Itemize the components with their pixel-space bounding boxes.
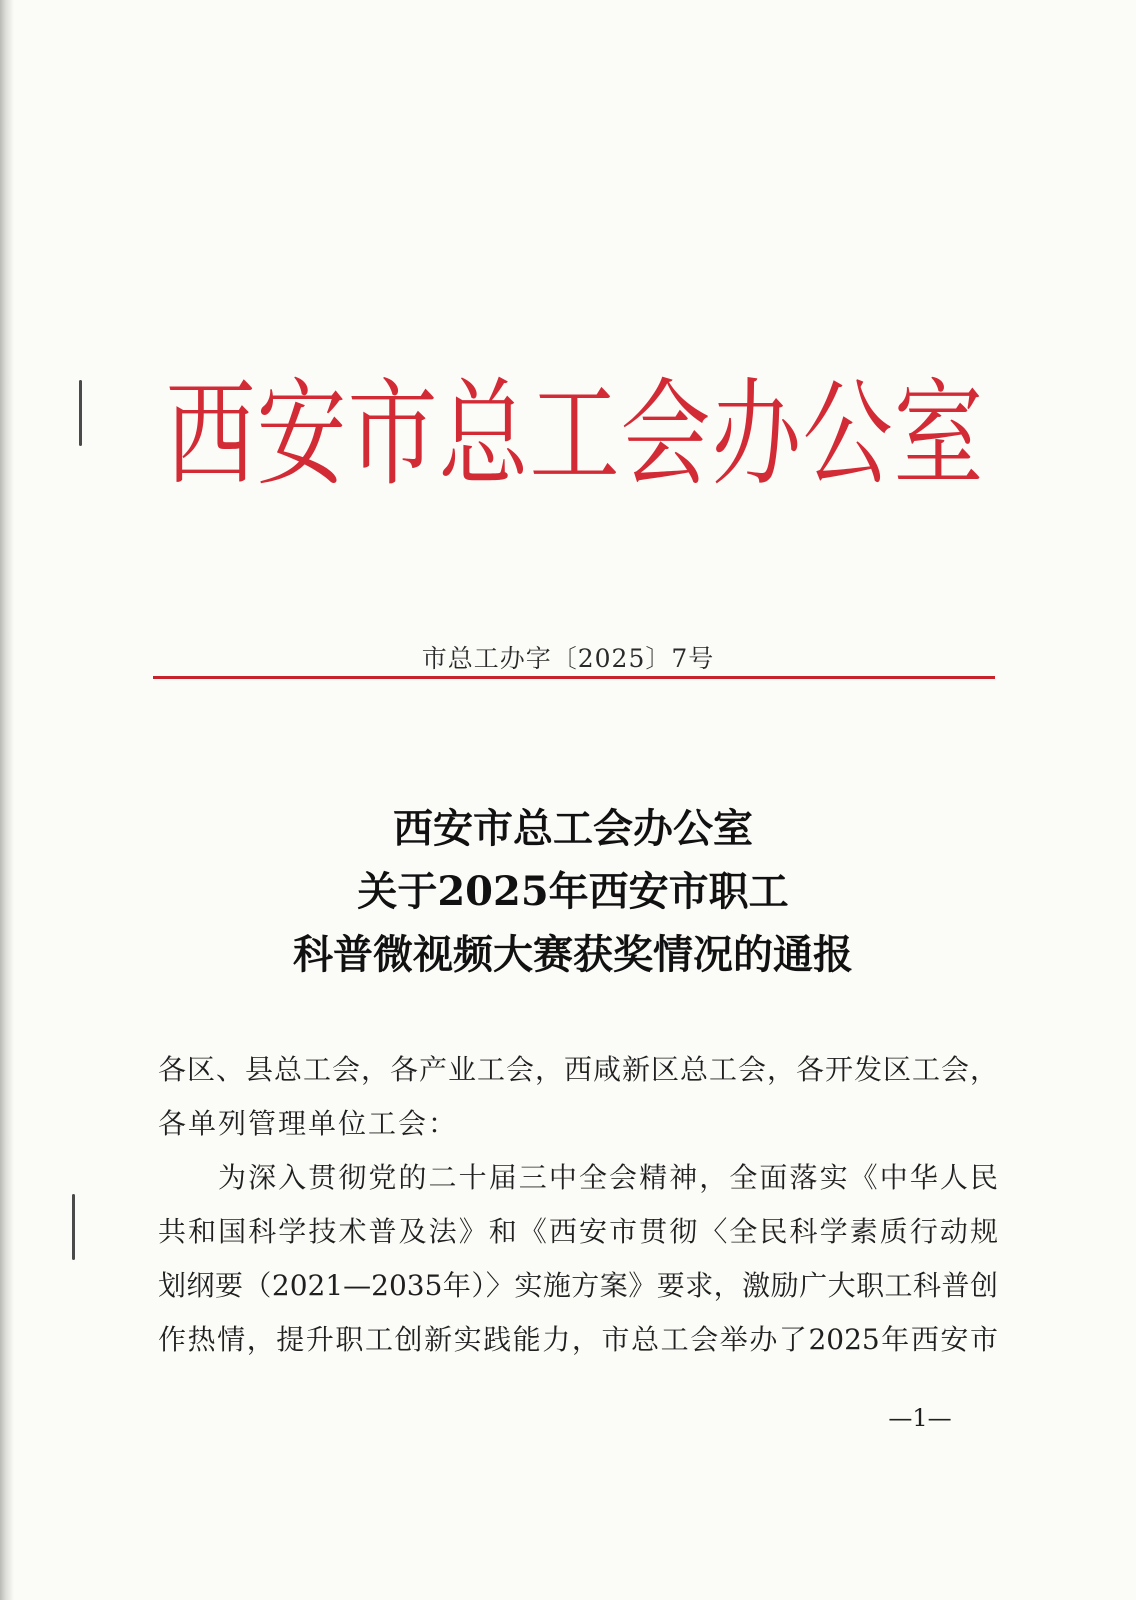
title-line-1: 西安市总工会办公室 [393, 805, 753, 852]
paragraph-line-2: 共和国科学技术普及法》和《西安市贯彻〈全民科学素质行动规 [158, 1215, 998, 1248]
letterhead [0, 367, 1136, 503]
paragraph-line-3: 划纲要（2021—2035年）〉实施方案》要求，激励广大职工科普创 [158, 1269, 998, 1302]
page-number: —1— [888, 1404, 952, 1432]
paragraph-line-4: 作热情，提升职工创新实践能力，市总工会举办了2025年西安市 [158, 1323, 998, 1356]
addressee-line-1: 各区、县总工会，各产业工会，西咸新区总工会，各开发区工会， [158, 1053, 998, 1086]
paragraph-line-1: 为深入贯彻党的二十届三中全会精神，全面落实《中华人民 [218, 1161, 998, 1194]
title-line-2: 关于2025年西安市职工 [357, 868, 789, 915]
document-body [158, 1043, 998, 1367]
document-number: 市总工办字〔2025〕7号 [421, 644, 715, 673]
binding-mark-bottom [72, 1194, 75, 1260]
red-separator-line [153, 676, 995, 679]
addressee-line-2: 各单列管理单位工会： [158, 1107, 459, 1140]
title-line-3: 科普微视频大赛获奖情况的通报 [293, 931, 853, 978]
document-title [0, 797, 1136, 986]
letterhead-org-name: 西安市总工会办公室 [165, 367, 985, 503]
